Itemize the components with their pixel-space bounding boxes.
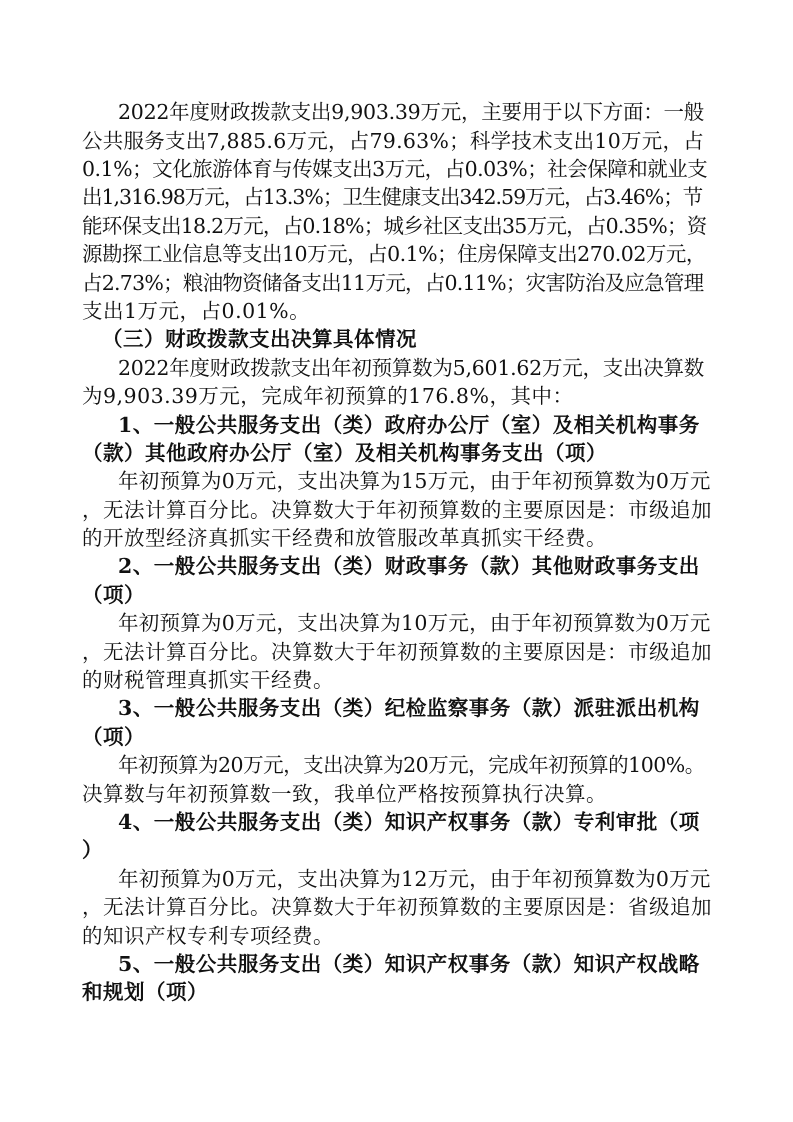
paragraph-line: 年初预算为20万元，支出决算为20万元，完成年初预算的100%。: [118, 753, 705, 777]
item-heading: 4、一般公共服务支出（类）知识产权事务（款）专利审批（项: [118, 810, 700, 834]
paragraph-line: 的财税管理真抓实干经费。: [82, 668, 334, 692]
item-heading: ）: [82, 838, 103, 862]
paragraph-line: 出1,316.98万元，占13.3%；卫生健康支出342.59万元，占3.46%；节: [82, 185, 703, 209]
item-heading: 1、一般公共服务支出（类）政府办公厅（室）及相关机构事务: [118, 413, 700, 437]
paragraph-line: 为9,903.39万元，完成年初预算的176.8%，其中：: [82, 384, 574, 408]
paragraph-line: 0.1%；文化旅游体育与传媒支出3万元，占0.03%；社会保障和就业支: [82, 157, 708, 181]
paragraph-line: 公共服务支出7,885.6万元，占79.63%；科学技术支出10万元，占: [82, 129, 704, 153]
item-heading: 5、一般公共服务支出（类）知识产权事务（款）知识产权战略: [118, 952, 700, 976]
paragraph-line: 决算数与年初预算数一致，我单位严格按预算执行决算。: [82, 782, 607, 806]
paragraph-line: ，无法计算百分比。决算数大于年初预算数的主要原因是：省级追加: [82, 895, 712, 919]
item-heading: 3、一般公共服务支出（类）纪检监察事务（款）派驻派出机构: [118, 696, 700, 720]
paragraph-line: 年初预算为0万元，支出决算为12万元，由于年初预算数为0万元: [118, 867, 711, 891]
section-heading: （三）财政拨款支出决算具体情况: [102, 327, 417, 351]
item-heading: （款）其他政府办公厅（室）及相关机构事务支出（项）: [82, 441, 607, 465]
paragraph-line: ，无法计算百分比。决算数大于年初预算数的主要原因是：市级追加: [82, 640, 712, 664]
paragraph-line: ，无法计算百分比。决算数大于年初预算数的主要原因是：市级追加: [82, 498, 712, 522]
paragraph-line: 2022年度财政拨款支出9,903.39万元，主要用于以下方面：一般: [118, 100, 704, 124]
item-heading: 2、一般公共服务支出（类）财政事务（款）其他财政事务支出: [118, 554, 700, 578]
paragraph-line: 支出1万元，占0.01%。: [82, 299, 311, 323]
item-heading: （项）: [82, 725, 145, 749]
paragraph-line: 源勘探工业信息等支出10万元，占0.1%；住房保障支出270.02万元，: [82, 242, 706, 266]
paragraph-line: 能环保支出18.2万元，占0.18%；城乡社区支出35万元，占0.35%；资: [82, 214, 707, 238]
item-heading: 和规划（项）: [82, 980, 208, 1004]
item-heading: （项）: [82, 583, 145, 607]
paragraph-line: 的开放型经济真抓实干经费和放管服改革真抓实干经费。: [82, 526, 607, 550]
paragraph-line: 2022年度财政拨款支出年初预算数为5,601.62万元，支出决算数: [118, 356, 704, 380]
paragraph-line: 占2.73%；粮油物资储备支出11万元，占0.11%；灾害防治及应急管理: [82, 271, 704, 295]
paragraph-line: 年初预算为0万元，支出决算为15万元，由于年初预算数为0万元: [118, 469, 711, 493]
paragraph-line: 年初预算为0万元，支出决算为10万元，由于年初预算数为0万元: [118, 611, 711, 635]
paragraph-line: 的知识产权专利专项经费。: [82, 924, 334, 948]
